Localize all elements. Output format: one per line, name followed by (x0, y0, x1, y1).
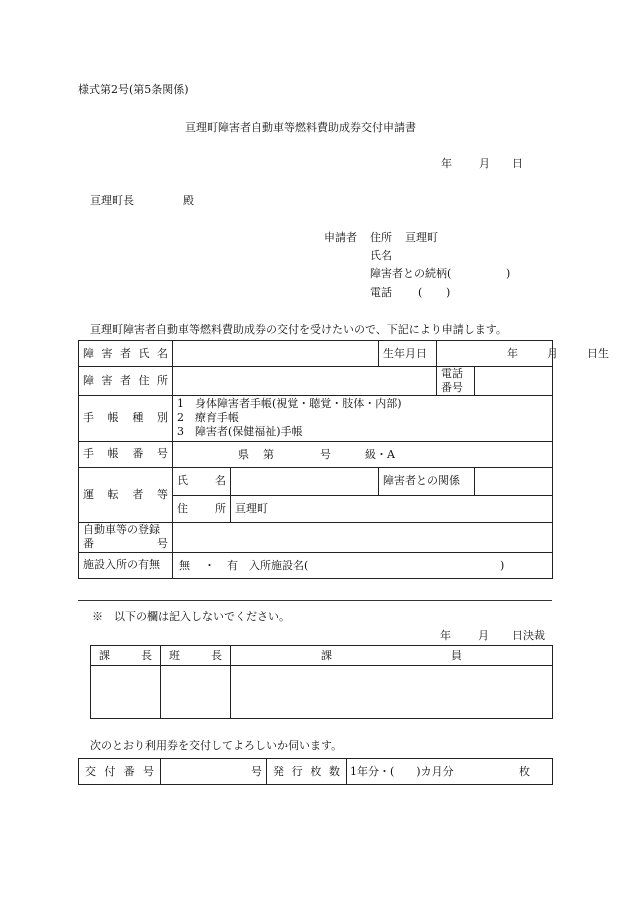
applicant-address-label: 住所 (370, 231, 392, 244)
facility-separator: ・ (204, 558, 215, 572)
cell-facility-value[interactable] (173, 552, 553, 578)
issue-unit: 枚 (519, 765, 530, 778)
cell-address-label: 障害者住所 (79, 367, 173, 396)
vehicle-reg-label-line2: 番号 (83, 537, 168, 550)
handbook-type-option: 1 身体障害者手帳(視覚・聴覚・肢体・内部) (177, 397, 402, 411)
col-staff: 課員 (231, 646, 553, 666)
facility-name-label: 入所施設名( (249, 558, 309, 572)
applicant-phone-close: ) (446, 286, 451, 299)
cell-name-value[interactable] (173, 341, 379, 367)
handbook-no-pref: 県 (238, 447, 249, 461)
cell-vehicle-reg-value[interactable] (173, 522, 553, 552)
cell-address-value[interactable] (173, 367, 437, 396)
issue-request-text: 次のとおり利用券を交付してよろしいか伺います。 (90, 739, 343, 752)
applicant-label: 申請者 (324, 231, 357, 244)
honorific: 殿 (183, 194, 194, 207)
applicant-name-label: 氏名 (370, 249, 392, 262)
stamp-team-leader[interactable] (161, 666, 231, 719)
facility-name-close: ) (500, 558, 505, 572)
handbook-no-grade: 級・A (365, 447, 395, 461)
vehicle-reg-label-line1: 自動車等の登録 (83, 523, 160, 537)
intro-text: 亘理町障害者自動車等燃料費助成券の交付を受けたいので、下記により申請します。 (90, 323, 507, 336)
birth-month: 月 (547, 347, 558, 360)
birth-year: 年 (507, 347, 518, 360)
issue-count-value[interactable] (347, 759, 553, 785)
issue-period: 1年分・( )カ月分 (350, 765, 454, 778)
date-year: 年 (441, 157, 452, 170)
cell-driver-label: 運転者等 (79, 467, 173, 522)
form-number: 様式第2号(第5条関係) (78, 83, 189, 96)
stamp-staff[interactable] (231, 666, 553, 719)
stamp-section-chief[interactable] (91, 666, 161, 719)
decision-month: 月 (478, 629, 489, 642)
cell-phone-label: 電話番号 (437, 367, 475, 396)
applicant-address-value: 亘理町 (405, 231, 438, 244)
handbook-type-option: 2 療育手帳 (177, 411, 239, 425)
cell-handbook-type-label: 手帳種別 (79, 395, 173, 441)
cell-vehicle-reg-label (79, 522, 173, 552)
applicant-phone-open: ( (418, 286, 423, 299)
issue-count-label: 発行枚数 (267, 759, 347, 785)
document-title: 亘理町障害者自動車等燃料費助成券交付申請書 (185, 121, 416, 134)
cell-phone-value[interactable] (475, 367, 553, 396)
applicant-phone-label: 電話 (370, 286, 392, 299)
addressee: 亘理町長 (90, 194, 134, 207)
applicant-relation-close: ) (506, 267, 511, 280)
cell-driver-address-value[interactable]: 亘理町 (231, 495, 553, 522)
handbook-no-go: 号 (320, 447, 331, 461)
cell-name-label: 障害者氏名 (79, 341, 173, 367)
cell-handbook-no-value[interactable] (173, 441, 553, 467)
approval-table (90, 645, 553, 719)
date-month: 月 (479, 157, 490, 170)
section-divider (78, 600, 552, 601)
cell-birth-value[interactable] (437, 341, 609, 367)
cell-driver-relation-value[interactable] (475, 467, 553, 495)
col-team-leader: 班長 (161, 646, 231, 666)
cell-driver-address-label: 住所 (173, 495, 231, 522)
issue-no-label: 交付番号 (79, 759, 161, 785)
handbook-no-dai: 第 (263, 447, 274, 461)
col-section-chief: 課長 (91, 646, 161, 666)
issue-table (78, 758, 553, 785)
birth-day: 日生 (587, 347, 609, 360)
cell-birth-label: 生年月日 (379, 341, 437, 367)
cell-driver-name-value[interactable] (231, 467, 379, 495)
cell-facility-label: 施設入所の有無 (79, 552, 173, 578)
office-note: ※ 以下の欄は記入しないでください。 (92, 610, 290, 623)
decision-year: 年 (440, 629, 451, 642)
cell-driver-relation-label: 障害者との関係 (379, 467, 475, 495)
cell-driver-name-label: 氏名 (173, 467, 231, 495)
date-day: 日 (512, 157, 523, 170)
applicant-relation-label: 障害者との続柄( (370, 267, 452, 280)
facility-yes-option[interactable]: 有 (227, 558, 238, 572)
decision-day: 日決裁 (512, 629, 545, 642)
cell-handbook-type-options[interactable] (173, 395, 553, 441)
issue-no-value[interactable]: 号 (161, 759, 267, 785)
handbook-type-option: 3 障害者(保健福祉)手帳 (177, 424, 303, 438)
application-table (78, 340, 609, 579)
cell-handbook-no-label: 手帳番号 (79, 441, 173, 467)
facility-none-option[interactable]: 無 (179, 558, 190, 572)
